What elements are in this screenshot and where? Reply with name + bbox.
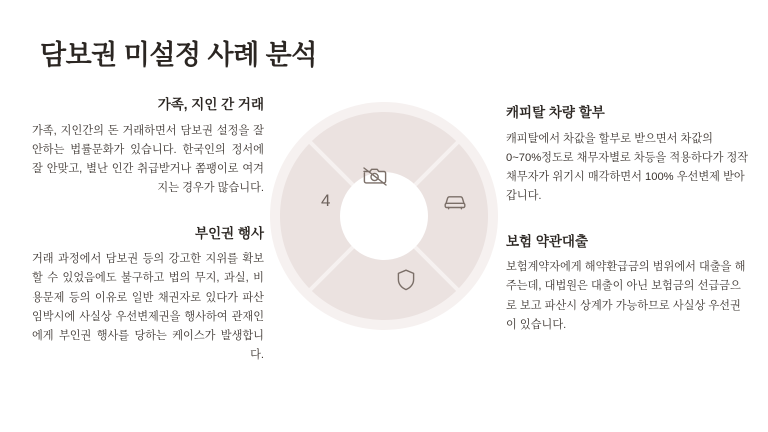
- donut-diagram: [276, 108, 492, 324]
- right-block-1-heading: 캐피탈 차량 할부: [506, 105, 605, 120]
- right-block-2-body: 보험계약자에게 해약환급금의 범위에서 대출을 해주는데, 대법원은 대출이 아닌 보험금의 선급금으로 보고 파산시 상계가 가능하므로 사실상 우선권이 있습니다.: [506, 261, 746, 331]
- left-block-1-heading: 가족, 지인 간 거래: [157, 97, 264, 112]
- left-block-2-heading: 부인권 행사: [195, 225, 264, 241]
- left-block-2-body: 거래 과정에서 담보권 등의 강고한 지위를 확보할 수 있었음에도 불구하고 법의 무지, 과실, 비용문제 등의 이유로 일반 채권자로 있다가 파산 임박시에 사실상 우선변제권을 행사하여 관재인에게 부인권 행사를 당하는 케이스가 발생합니다.: [32, 253, 264, 362]
- right-block-1: [506, 104, 750, 207]
- left-block-2: [32, 225, 264, 366]
- left-block-1: [32, 96, 264, 199]
- donut-segment-count-label: 4: [321, 191, 331, 210]
- right-block-1-body: 캐피탈에서 차값을 할부로 받으면서 차값의 0~70%정도로 채무자별로 차등을 적용하다가 정작 채무자가 위기시 매각하면서 100% 우선변제 받아갑니다.: [506, 132, 749, 203]
- left-block-1-body: 가족, 지인간의 돈 거래하면서 담보권 설정을 잘 안하는 법률문화가 있습니다. 한국인의 정서에 잘 안맞고, 별난 인간 취급받거나 쫌팽이로 여겨지는 경우가 많습니다.: [32, 124, 264, 195]
- page-title: 담보권 미설정 사례 분석: [40, 40, 317, 70]
- right-block-2-heading: 보험 약관대출: [506, 233, 588, 249]
- left-column: [32, 96, 264, 392]
- right-block-2: [506, 233, 750, 336]
- donut-labels: [276, 108, 492, 324]
- right-column: [506, 104, 750, 361]
